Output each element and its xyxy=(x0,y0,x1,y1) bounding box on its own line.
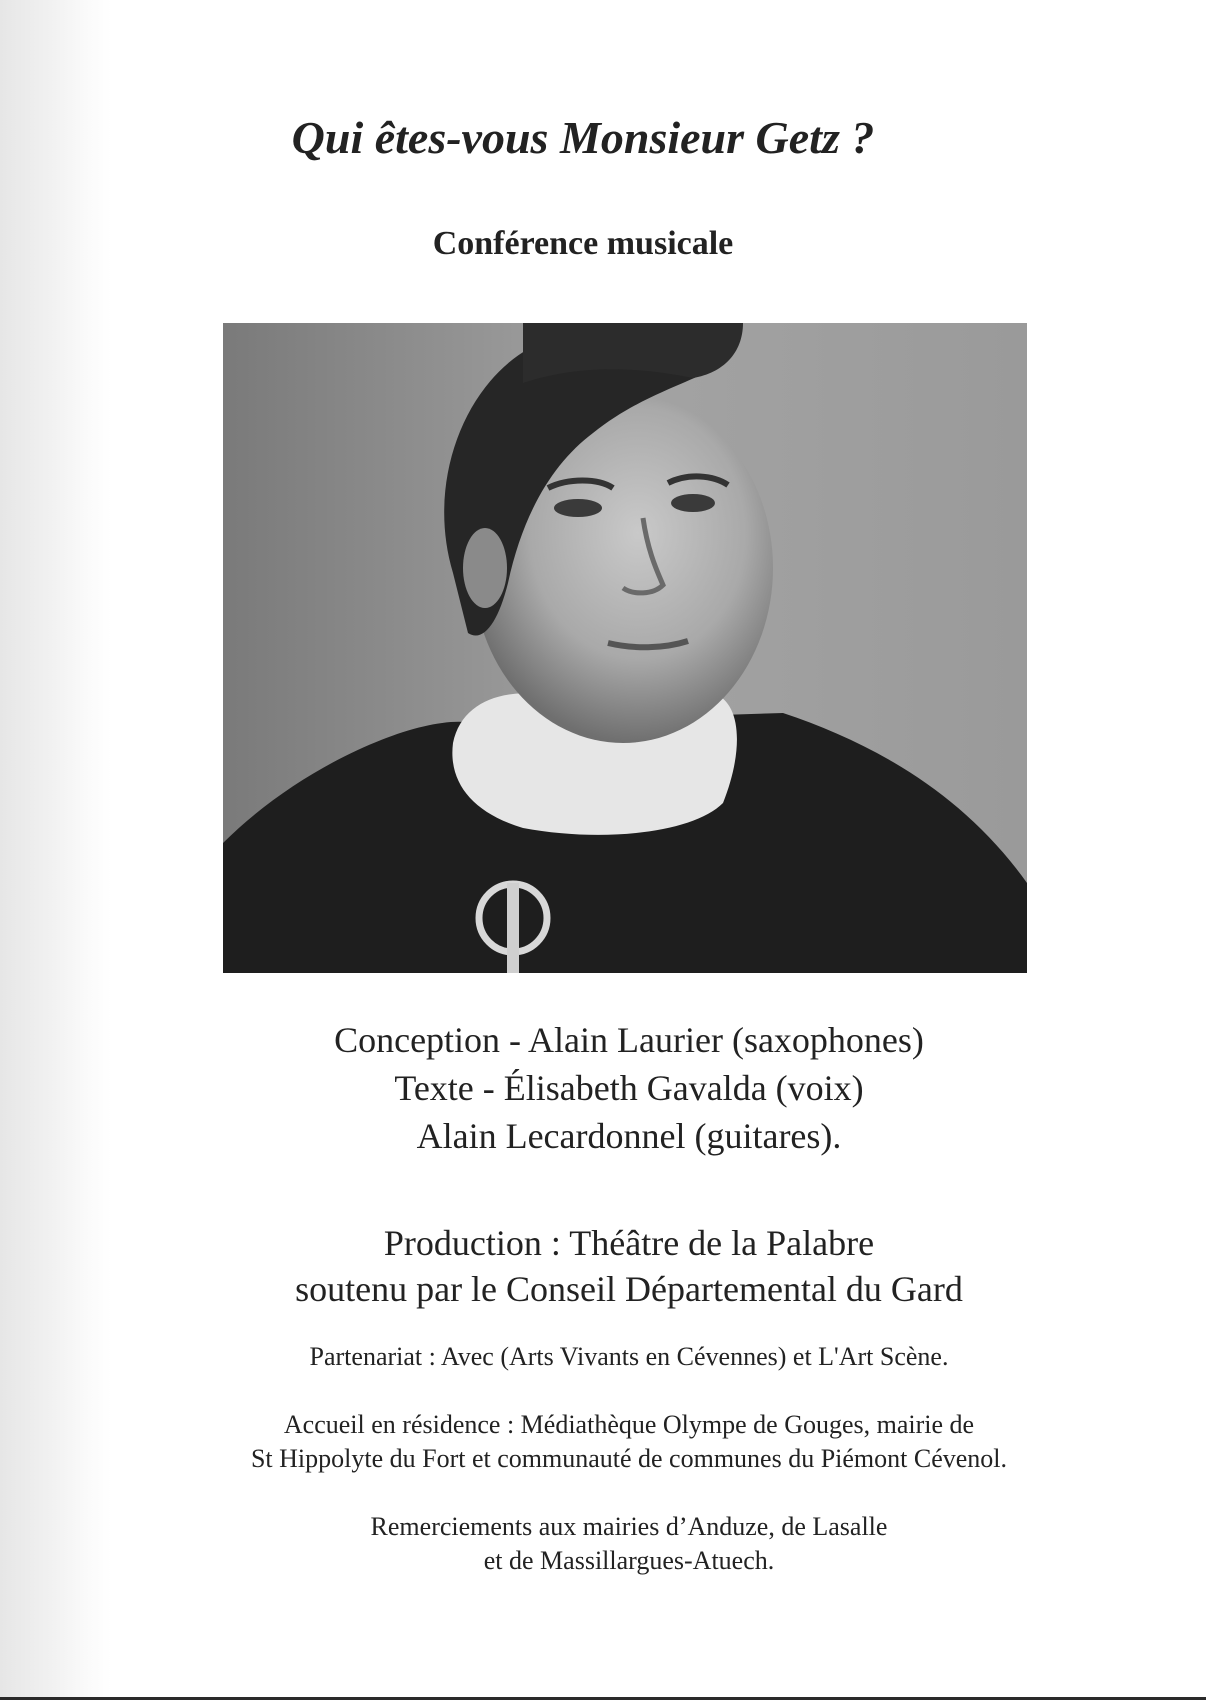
document-subtitle: Conférence musicale xyxy=(432,225,734,262)
production-block xyxy=(0,1220,1206,1312)
production-line: Production : Théâtre de la Palabre xyxy=(383,1223,875,1263)
residence-line: St Hippolyte du Fort et communauté de communes du Piémont Cévenol. xyxy=(250,1444,1008,1473)
thanks-block xyxy=(0,1510,1206,1578)
credits-block xyxy=(0,1016,1206,1160)
residence-block xyxy=(0,1408,1206,1476)
credit-line: Texte - Élisabeth Gavalda (voix) xyxy=(394,1068,864,1108)
document-title: Qui êtes-vous Monsieur Getz ? xyxy=(291,112,875,163)
partnership-line: Partenariat : Avec (Arts Vivants en Cévennes) et L'Art Scène. xyxy=(309,1342,949,1371)
portrait-photo-icon xyxy=(223,323,1027,973)
credit-line: Conception - Alain Laurier (saxophones) xyxy=(334,1020,924,1060)
portrait-photo xyxy=(223,323,1027,973)
residence-line: Accueil en résidence : Médiathèque Olympe de Gouges, mairie de xyxy=(283,1410,975,1439)
credit-line: Alain Lecardonnel (guitares). xyxy=(416,1116,842,1156)
production-line: soutenu par le Conseil Départemental du Gard xyxy=(295,1269,963,1309)
thanks-line: Remerciements aux mairies d’Anduze, de Lasalle xyxy=(370,1512,888,1541)
thanks-line: et de Massillargues-Atuech. xyxy=(483,1546,775,1575)
